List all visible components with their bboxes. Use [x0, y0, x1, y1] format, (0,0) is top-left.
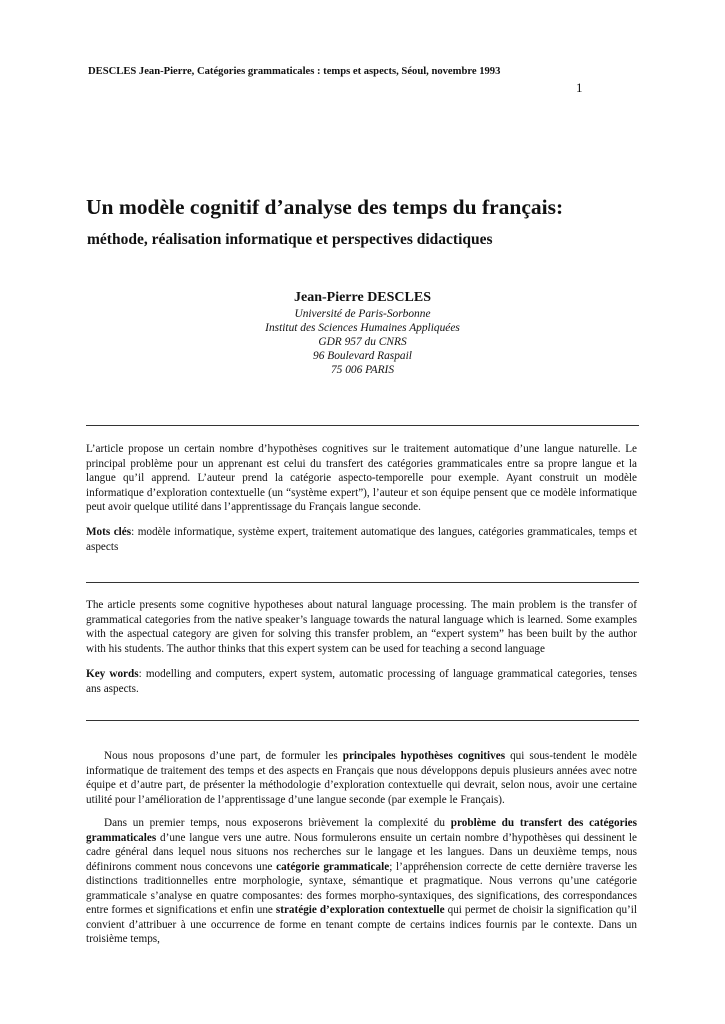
paper-subtitle: méthode, réalisation informatique et perspectives didactiques: [87, 231, 493, 248]
body-text: Nous nous proposons d’une part, de formuler les: [104, 750, 343, 762]
author-block: [0, 290, 725, 377]
body-emphasis: catégorie grammaticale: [276, 860, 390, 873]
divider-rule: [86, 582, 639, 583]
body-paragraph-1: [86, 749, 637, 807]
running-header: DESCLES Jean-Pierre, Catégories grammaticales : temps et aspects, Séoul, novembre 1993: [88, 66, 501, 77]
body-emphasis: stratégie d’exploration contextuelle: [275, 904, 445, 916]
affiliation-line: Institut des Sciences Humaines Appliquées: [265, 322, 460, 334]
body-text: d’une langue vers une autre. Nous formulerons ensuite un certain nombre d’hypothèses qui dessinent le cadre général dans lequel nous situons nos recherches sur le langage et les langues. Dans un deuxième temps, nous définirons comment nous concevons une: [86, 831, 637, 873]
divider-rule: [86, 425, 639, 426]
body-emphasis: problème du transfert des catégories grammaticales: [86, 817, 637, 844]
keywords-list: : modèle informatique, système expert, traitement automatique des langues, catégories grammaticales, temps et aspects: [86, 526, 637, 553]
body-text: Dans un premier temps, nous exposerons brièvement la complexité du: [104, 817, 451, 829]
keywords-english: [86, 667, 637, 696]
keywords-label: Mots clés: [86, 526, 132, 538]
abstract-english: The article presents some cognitive hypotheses about natural language processing. The main problem is the transfer of grammatical categories from the native speaker’s language towards the natural language which is learned. Some examples with the aspectual category are given for solving this transfer problem, an “expert system” has been built by the author with his students. The author thinks that this expert system can be used for teaching a second language: [86, 599, 637, 655]
divider-rule: [86, 720, 639, 721]
page-number: 1: [576, 80, 583, 95]
affiliation-line: Université de Paris-Sorbonne: [294, 308, 431, 320]
body-text: qui sous-tendent le modèle informatique de traitement des temps et des aspects en Français que nous développons depuis plusieurs années avec notre équipe et d’autre part, de présenter la méthodologie d’exploration contextuelle qui devrait, selon nous, avoir une certaine utilité pour l’amélioration de l’apprentissage d’une langue seconde (par exemple le Français).: [86, 750, 637, 806]
body-paragraph-2: [86, 816, 637, 947]
keywords-list: : modelling and computers, expert system, automatic processing of language grammatical categories, tenses ans aspects.: [86, 668, 637, 695]
body-text: ; l’appréhension correcte de cette dernière traverse les distinctions traditionnelles entre morphologie, syntaxe, sémantique et pragmatique. Nous verrons qu’une catégorie grammaticale s’analyse en quatre composantes: des formes morpho-syntaxiques, des significations, des correspondances entre formes et significations et enfin une: [86, 860, 637, 916]
keywords-french: [86, 525, 637, 554]
affiliation-line: 75 006 PARIS: [330, 364, 395, 376]
abstract-french: L’article propose un certain nombre d’hypothèses cognitives sur le traitement automatique d’une langue naturelle. Le principal problème pour un apprenant est celui du transfert des catégories grammaticales entre sa propre langue et la langue qu’il apprend. L’auteur prend la catégorie aspecto-temporelle pour exemple. Ayant construit un modèle informatique d’exploration contextuelle (un “système expert”), l’auteur et son équipe pensent que ce modèle informatique peut avoir quelque utilité dans l’apprentissage du Français langue seconde.: [86, 443, 637, 513]
affiliation-line: 96 Boulevard Raspail: [313, 350, 412, 362]
author-name: Jean-Pierre DESCLES: [293, 290, 431, 305]
paper-title: Un modèle cognitif d’analyse des temps du français:: [86, 195, 564, 219]
keywords-label: Key words: [86, 668, 139, 680]
body-emphasis: principales hypothèses cognitives: [342, 750, 506, 762]
body-text: qui permet de choisir la signification qu’il convient d’attribuer à une occurrence de forme en tenant compte de certains indices fournis par le contexte. Dans un troisième temps,: [86, 904, 637, 945]
affiliation-line: GDR 957 du CNRS: [318, 336, 407, 348]
